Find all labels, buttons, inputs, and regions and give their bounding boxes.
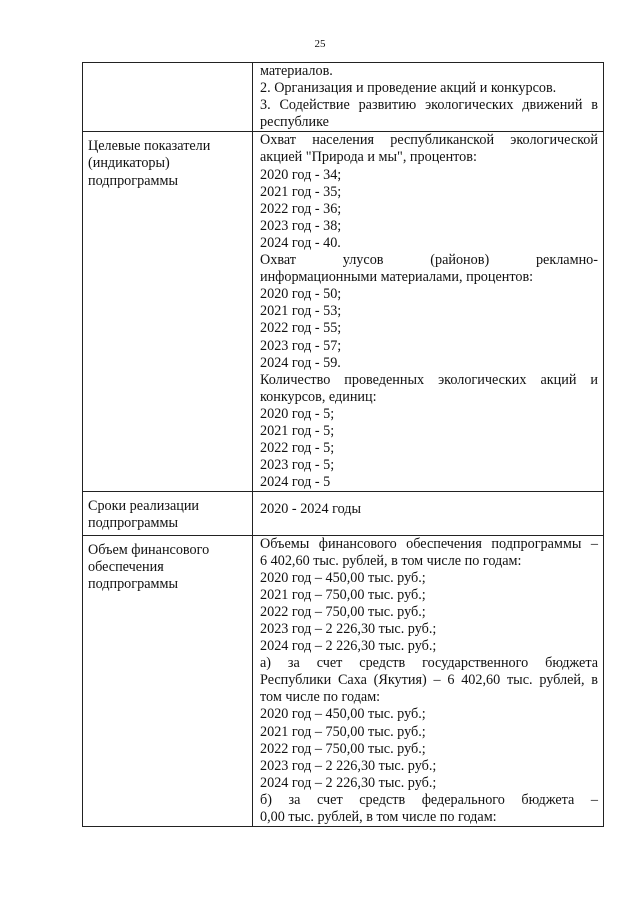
row-value-line: 6 402,60 тыс. рублей, в том числе по годам:: [260, 552, 522, 569]
row-value-line: 2022 год – 750,00 тыс. руб.;: [260, 603, 426, 620]
row-label-line: подпрограммы: [88, 515, 178, 532]
row-value-line: б) за счет средств федерального бюджета –: [260, 791, 598, 808]
row-value-line: 0,00 тыс. рублей, в том числе по годам:: [260, 809, 497, 826]
row-value-line: 2022 год - 5;: [260, 440, 335, 457]
row-value-line: 2024 год - 59.: [260, 354, 341, 371]
row-value-line: Количество проведенных экологических акций и: [260, 371, 598, 388]
row-value-line: 2024 год – 2 226,30 тыс. руб.;: [260, 774, 437, 791]
row-value-line: 2. Организация и проведение акций и конкурсов.: [260, 80, 557, 97]
row-value-cell: [253, 63, 604, 132]
row-label-line: Сроки реализации: [88, 498, 200, 515]
row-value-line: 2024 год - 5: [260, 474, 331, 491]
row-value-line: 2020 год – 450,00 тыс. руб.;: [260, 706, 426, 723]
row-value-line: 2021 год - 5;: [260, 422, 335, 439]
row-value-line: том числе по годам:: [260, 689, 381, 706]
row-value-line: Объемы финансового обеспечения подпрограммы –: [260, 535, 598, 552]
row-label-cell: [83, 132, 253, 492]
row-value-line: 2021 год – 750,00 тыс. руб.;: [260, 586, 426, 603]
row-label-line: (индикаторы): [88, 155, 170, 172]
row-label-line: подпрограммы: [88, 172, 178, 189]
row-label-line: обеспечения: [88, 558, 164, 575]
row-value-line: 2024 год – 2 226,30 тыс. руб.;: [260, 638, 437, 655]
row-label-cell: [83, 535, 253, 827]
row-label-line: подпрограммы: [88, 575, 178, 592]
row-value-cell: [253, 132, 604, 492]
table-row: [83, 492, 604, 535]
row-value-line: 2022 год - 36;: [260, 200, 342, 217]
row-value-line: 2020 год - 34;: [260, 166, 342, 183]
row-label-line: Целевые показатели: [88, 138, 211, 155]
row-value-line: 2021 год - 53;: [260, 303, 342, 320]
row-value-line: 2022 год – 750,00 тыс. руб.;: [260, 740, 426, 757]
row-value-line: 2021 год – 750,00 тыс. руб.;: [260, 723, 426, 740]
page-number: 25: [314, 38, 326, 50]
row-value-line: 2023 год - 57;: [260, 337, 342, 354]
subprogram-passport-table: [82, 62, 604, 827]
row-value-cell: [253, 492, 604, 535]
row-value-line: а) за счет средств государственного бюджета: [260, 655, 598, 672]
row-value-line: 2023 год - 5;: [260, 457, 335, 474]
row-label-cell: [83, 63, 253, 132]
row-value-line: 2020 год - 50;: [260, 286, 342, 303]
row-value-line: 2020 год – 450,00 тыс. руб.;: [260, 569, 426, 586]
table-row: [83, 132, 604, 492]
row-value-line: 2020 год - 5;: [260, 405, 335, 422]
row-value-line: информационными материалами, процентов:: [260, 269, 534, 286]
row-value-line: 2021 год - 35;: [260, 183, 342, 200]
row-value-line: 2022 год - 55;: [260, 320, 342, 337]
row-value-line: акцией "Природа и мы", процентов:: [260, 149, 477, 166]
row-value-line: 2023 год – 2 226,30 тыс. руб.;: [260, 757, 437, 774]
row-value-line: материалов.: [260, 63, 333, 79]
row-value-line: республике: [260, 114, 329, 131]
row-label-cell: [83, 492, 253, 535]
row-value-line: 3. Содействие развитию экологических движений в: [260, 97, 598, 114]
row-label-line: Объем финансового: [88, 541, 210, 558]
row-value-line: Республики Саха (Якутия) – 6 402,60 тыс. рублей, в: [260, 672, 598, 689]
row-value-line: Охват улусов (районов) рекламно-: [260, 252, 598, 269]
row-value-line: конкурсов, единиц:: [260, 388, 377, 405]
row-value-line: Охват населения республиканской экологической: [260, 132, 598, 149]
row-value-line: 2023 год – 2 226,30 тыс. руб.;: [260, 621, 437, 637]
row-value-cell: [253, 535, 604, 827]
row-value-line: 2024 год - 40.: [260, 234, 341, 251]
table-row: [83, 63, 604, 132]
row-value-line: 2023 год - 38;: [260, 217, 342, 234]
table-row: [83, 535, 604, 827]
row-value-line: 2020 - 2024 годы: [260, 501, 362, 518]
